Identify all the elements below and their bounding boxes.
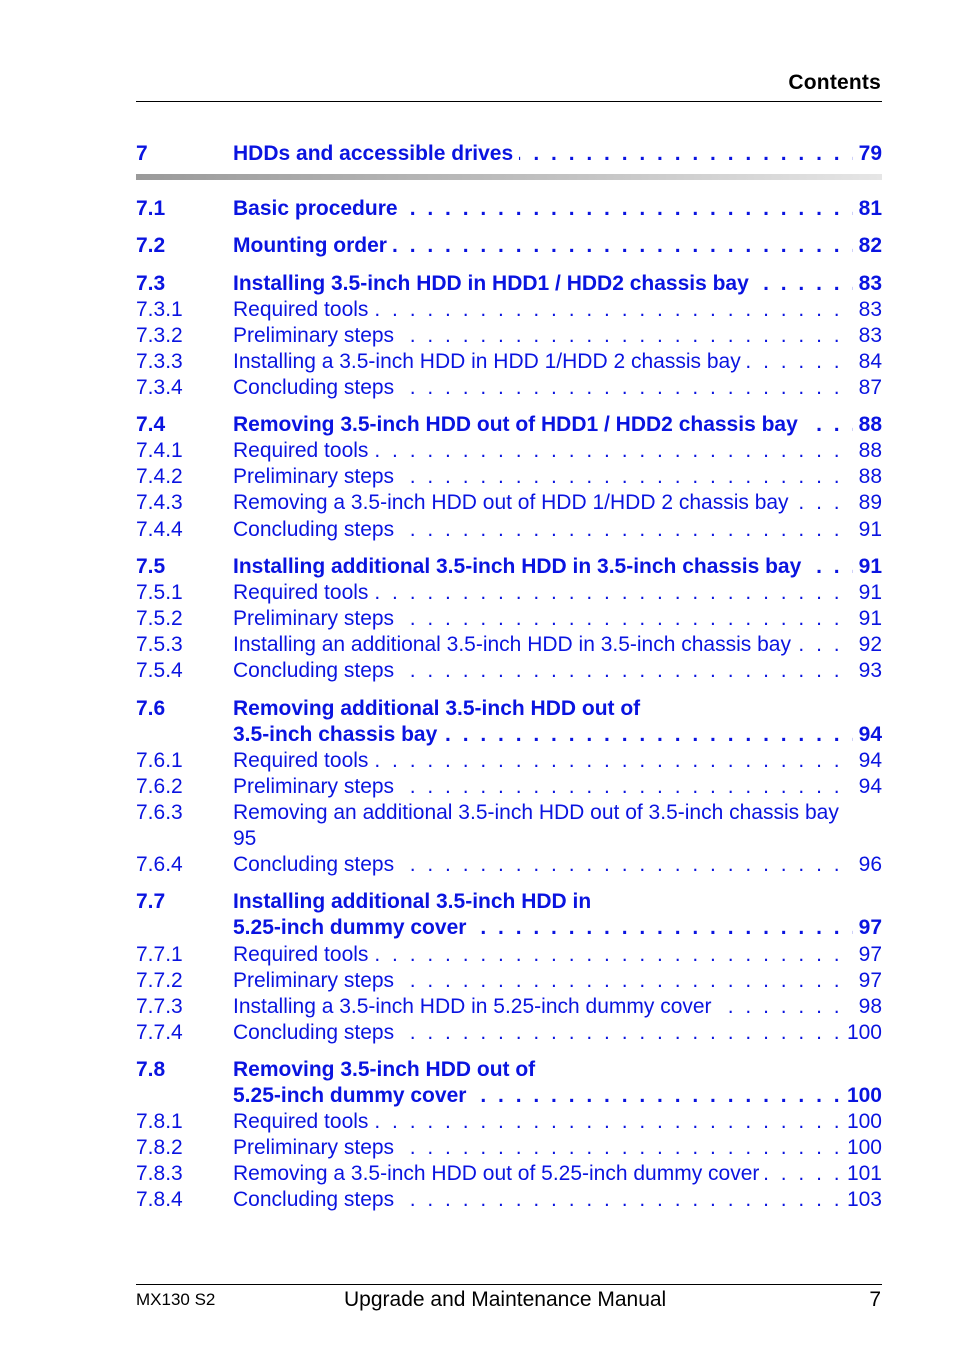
toc-page-number: 87 bbox=[853, 375, 882, 401]
toc-section-title: Removing 3.5-inch HDD out of HDD1 / HDD2 chassis bay bbox=[233, 413, 804, 436]
toc-section-number: 7.4.4 bbox=[136, 518, 183, 541]
toc-section-title: Preliminary steps bbox=[233, 1136, 400, 1159]
toc-section-number: 7.3.2 bbox=[136, 324, 183, 347]
toc-section-number: 7.7.2 bbox=[136, 969, 183, 992]
toc-page-number: 100 bbox=[841, 1083, 882, 1109]
toc-entry[interactable] bbox=[136, 889, 882, 915]
toc-title-cell bbox=[233, 297, 882, 323]
toc-section-title: HDDs and accessible drives bbox=[233, 142, 519, 165]
toc-section-title: Installing an additional 3.5-inch HDD in 3.5-inch chassis bay bbox=[233, 633, 797, 656]
toc-section-title: Required tools bbox=[233, 439, 374, 462]
toc-page-number: 98 bbox=[853, 994, 882, 1020]
toc-page-number: 97 bbox=[853, 915, 882, 941]
toc-section-number: 7.4.3 bbox=[136, 491, 183, 514]
toc-section-number: 7.5 bbox=[136, 555, 166, 578]
toc-title-cell bbox=[233, 464, 882, 490]
toc-title-cell bbox=[233, 658, 882, 684]
toc-entry[interactable] bbox=[136, 517, 882, 543]
toc-page-number: 94 bbox=[853, 774, 882, 800]
toc-page-number: 91 bbox=[853, 554, 882, 580]
toc-title-cell bbox=[233, 942, 882, 968]
toc-section-title: Concluding steps bbox=[233, 853, 400, 876]
toc-section-title: Concluding steps bbox=[233, 659, 400, 682]
toc-entry[interactable] bbox=[136, 271, 882, 297]
toc-section-title: 95 bbox=[233, 827, 262, 850]
toc-title-cell bbox=[233, 1109, 882, 1135]
toc-section-number: 7.6.1 bbox=[136, 749, 183, 772]
toc-section-number: 7.6.3 bbox=[136, 801, 183, 824]
toc-section-number: 7.2 bbox=[136, 234, 166, 257]
toc-section-title: Concluding steps bbox=[233, 1188, 400, 1211]
toc-section-title: Installing additional 3.5-inch HDD in bbox=[233, 890, 597, 913]
toc-page-number: 81 bbox=[853, 196, 882, 222]
toc-title-cell bbox=[233, 826, 882, 852]
toc-page-number: 100 bbox=[841, 1020, 882, 1046]
toc-section-title: Required tools bbox=[233, 943, 374, 966]
toc-entry[interactable] bbox=[136, 658, 882, 684]
toc-section-number: 7.3.4 bbox=[136, 376, 183, 399]
toc-title-cell bbox=[233, 994, 882, 1020]
toc-page-number: 100 bbox=[841, 1135, 882, 1161]
toc-entry[interactable] bbox=[136, 196, 882, 222]
toc-section-number: 7.1 bbox=[136, 197, 166, 220]
toc-section-number: 7.3 bbox=[136, 272, 166, 295]
toc-page-number: 79 bbox=[853, 141, 882, 167]
chapter-rule bbox=[136, 174, 882, 180]
toc-section-number: 7.7 bbox=[136, 890, 166, 913]
toc-section-number: 7.5.4 bbox=[136, 659, 183, 682]
toc-entry[interactable] bbox=[136, 852, 882, 878]
toc-title-cell bbox=[233, 349, 882, 375]
toc-title-cell bbox=[233, 412, 882, 438]
toc-section-number: 7.5.2 bbox=[136, 607, 183, 630]
toc-title-cell bbox=[233, 774, 882, 800]
toc-title-cell bbox=[233, 606, 882, 632]
toc-title-cell bbox=[233, 196, 882, 222]
toc-section-number: 7.5.1 bbox=[136, 581, 183, 604]
toc-section-title: Installing 3.5-inch HDD in HDD1 / HDD2 chassis bay bbox=[233, 272, 755, 295]
toc-page-number: 88 bbox=[853, 464, 882, 490]
toc-section-title: 5.25-inch dummy cover bbox=[233, 1084, 472, 1107]
toc-title-cell bbox=[233, 1083, 882, 1109]
toc-section-number: 7.6 bbox=[136, 697, 166, 720]
toc-title-cell bbox=[233, 233, 882, 259]
toc-title-cell bbox=[233, 1057, 882, 1083]
toc-section-title: Required tools bbox=[233, 581, 374, 604]
toc-entry[interactable] bbox=[136, 323, 882, 349]
toc-title-cell bbox=[233, 271, 882, 297]
toc-section-number: 7.8.4 bbox=[136, 1188, 183, 1211]
toc-title-cell bbox=[233, 915, 882, 941]
toc-title-cell bbox=[233, 1020, 882, 1046]
toc-entry[interactable] bbox=[136, 554, 882, 580]
toc-entry[interactable] bbox=[136, 748, 882, 774]
toc-entry[interactable] bbox=[136, 349, 882, 375]
toc-section-number: 7.3.3 bbox=[136, 350, 183, 373]
toc-title-cell bbox=[233, 632, 882, 658]
toc-entry[interactable] bbox=[136, 632, 882, 658]
toc-section-title: Installing a 3.5-inch HDD in HDD 1/HDD 2 chassis bay bbox=[233, 350, 747, 373]
toc-entry[interactable] bbox=[136, 1135, 882, 1161]
toc-title-cell bbox=[233, 517, 882, 543]
toc-entry[interactable] bbox=[136, 464, 882, 490]
running-header-title: Contents bbox=[788, 71, 881, 94]
toc-section-title: Preliminary steps bbox=[233, 775, 400, 798]
toc-page-number: 88 bbox=[853, 412, 882, 438]
toc-entry[interactable] bbox=[136, 1187, 882, 1213]
toc-section-title: Concluding steps bbox=[233, 376, 400, 399]
toc-section-number: 7.8.2 bbox=[136, 1136, 183, 1159]
toc-title-cell bbox=[233, 968, 882, 994]
toc-section-number: 7.6.4 bbox=[136, 853, 183, 876]
toc-section-title: Mounting order bbox=[233, 234, 393, 257]
toc-page-number: 83 bbox=[853, 323, 882, 349]
toc-title-cell bbox=[233, 438, 882, 464]
toc-title-cell bbox=[233, 748, 882, 774]
toc-page-number: 97 bbox=[853, 942, 882, 968]
toc-title-cell bbox=[233, 141, 882, 167]
toc-page-number: 91 bbox=[853, 580, 882, 606]
toc-section-title: Basic procedure bbox=[233, 197, 404, 220]
toc-page-number: 101 bbox=[841, 1161, 882, 1187]
toc-section-number: 7.4.1 bbox=[136, 439, 183, 462]
toc-entry[interactable] bbox=[136, 375, 882, 401]
toc-page-number: 94 bbox=[853, 722, 882, 748]
toc-page-number: 82 bbox=[853, 233, 882, 259]
toc-section-title: Removing a 3.5-inch HDD out of HDD 1/HDD 2 chassis bay bbox=[233, 491, 795, 514]
toc-entry[interactable] bbox=[136, 1161, 882, 1187]
footer-manual-title: Upgrade and Maintenance Manual bbox=[344, 1288, 667, 1311]
toc-entry[interactable] bbox=[136, 1057, 882, 1083]
toc-section-title: 5.25-inch dummy cover bbox=[233, 916, 472, 939]
toc-entry[interactable] bbox=[136, 774, 882, 800]
toc-section-number: 7.7.3 bbox=[136, 995, 183, 1018]
toc-entry[interactable] bbox=[136, 141, 882, 167]
toc-entry[interactable] bbox=[136, 826, 882, 852]
toc-section-number: 7.8 bbox=[136, 1058, 166, 1081]
toc-page-number: 91 bbox=[853, 517, 882, 543]
toc-section-title: Removing 3.5-inch HDD out of bbox=[233, 1058, 541, 1081]
toc-section-number: 7.8.1 bbox=[136, 1110, 183, 1133]
toc-section-number: 7.8.3 bbox=[136, 1162, 183, 1185]
toc-page-number: 103 bbox=[841, 1187, 882, 1213]
toc-title-cell bbox=[233, 889, 882, 915]
toc-page-number: 96 bbox=[853, 852, 882, 878]
toc-section-title: Concluding steps bbox=[233, 1021, 400, 1044]
toc-section-title: Removing additional 3.5-inch HDD out of bbox=[233, 697, 646, 720]
toc-section-title: Concluding steps bbox=[233, 518, 400, 541]
toc-entry[interactable] bbox=[136, 580, 882, 606]
toc-entry[interactable] bbox=[136, 968, 882, 994]
toc-page-number: 91 bbox=[853, 606, 882, 632]
toc-page-number: 83 bbox=[853, 297, 882, 323]
toc-entry[interactable] bbox=[136, 722, 882, 748]
toc-page-number: 84 bbox=[853, 349, 882, 375]
toc-section-title: Preliminary steps bbox=[233, 324, 400, 347]
toc-entry[interactable] bbox=[136, 800, 882, 826]
toc-section-number: 7.4.2 bbox=[136, 465, 183, 488]
toc-section-title: Required tools bbox=[233, 298, 374, 321]
toc-page-number: 100 bbox=[841, 1109, 882, 1135]
toc-section-title: Required tools bbox=[233, 749, 374, 772]
toc-section-title: Preliminary steps bbox=[233, 465, 400, 488]
toc-section-number: 7.7.4 bbox=[136, 1021, 183, 1044]
toc-entry[interactable] bbox=[136, 297, 882, 323]
toc-title-cell bbox=[233, 323, 882, 349]
toc-section-title: 3.5-inch chassis bay bbox=[233, 723, 443, 746]
toc-page-number: 92 bbox=[853, 632, 882, 658]
toc-title-cell bbox=[233, 696, 882, 722]
toc-section-title: Installing additional 3.5-inch HDD in 3.5-inch chassis bay bbox=[233, 555, 807, 578]
toc-title-cell bbox=[233, 375, 882, 401]
toc-title-cell bbox=[233, 852, 882, 878]
toc-entry[interactable] bbox=[136, 233, 882, 259]
footer-rule bbox=[136, 1284, 882, 1285]
toc-title-cell bbox=[233, 1135, 882, 1161]
toc-page-number: 93 bbox=[853, 658, 882, 684]
toc-page-number: 89 bbox=[853, 490, 882, 516]
toc-title-cell bbox=[233, 722, 882, 748]
toc-entry[interactable] bbox=[136, 696, 882, 722]
toc-title-cell bbox=[233, 580, 882, 606]
toc-section-title: Preliminary steps bbox=[233, 969, 400, 992]
toc-entry[interactable] bbox=[136, 438, 882, 464]
toc-section-number: 7.7.1 bbox=[136, 943, 183, 966]
footer-model: MX130 S2 bbox=[136, 1290, 216, 1309]
toc-page-number: 88 bbox=[853, 438, 882, 464]
toc-section-number: 7.5.3 bbox=[136, 633, 183, 656]
toc-section-title: Removing an additional 3.5-inch HDD out of 3.5-inch chassis bay bbox=[233, 801, 845, 824]
toc-entry[interactable] bbox=[136, 412, 882, 438]
toc-entry[interactable] bbox=[136, 606, 882, 632]
toc-title-cell bbox=[233, 800, 882, 826]
toc-title-cell bbox=[233, 1187, 882, 1213]
toc-entry[interactable] bbox=[136, 1109, 882, 1135]
toc-section-title: Preliminary steps bbox=[233, 607, 400, 630]
toc-title-cell bbox=[233, 554, 882, 580]
toc-section-title: Required tools bbox=[233, 1110, 374, 1133]
toc-section-number: 7 bbox=[136, 142, 148, 165]
toc-title-cell bbox=[233, 490, 882, 516]
toc-page-number: 94 bbox=[853, 748, 882, 774]
toc-section-number: 7.3.1 bbox=[136, 298, 183, 321]
toc-entry[interactable] bbox=[136, 1083, 882, 1109]
toc-section-number: 7.4 bbox=[136, 413, 166, 436]
toc-page-number: 83 bbox=[853, 271, 882, 297]
toc-entry[interactable] bbox=[136, 942, 882, 968]
toc-entry[interactable] bbox=[136, 915, 882, 941]
footer-page-number: 7 bbox=[869, 1288, 881, 1311]
toc-section-number: 7.6.2 bbox=[136, 775, 183, 798]
toc-entry[interactable] bbox=[136, 490, 882, 516]
toc-entry[interactable] bbox=[136, 994, 882, 1020]
toc-page-number: 97 bbox=[853, 968, 882, 994]
header-rule bbox=[136, 101, 882, 102]
toc-title-cell bbox=[233, 1161, 882, 1187]
toc-section-title: Removing a 3.5-inch HDD out of 5.25-inch dummy cover bbox=[233, 1162, 765, 1185]
toc-entry[interactable] bbox=[136, 1020, 882, 1046]
toc-section-title: Installing a 3.5-inch HDD in 5.25-inch dummy cover bbox=[233, 995, 718, 1018]
